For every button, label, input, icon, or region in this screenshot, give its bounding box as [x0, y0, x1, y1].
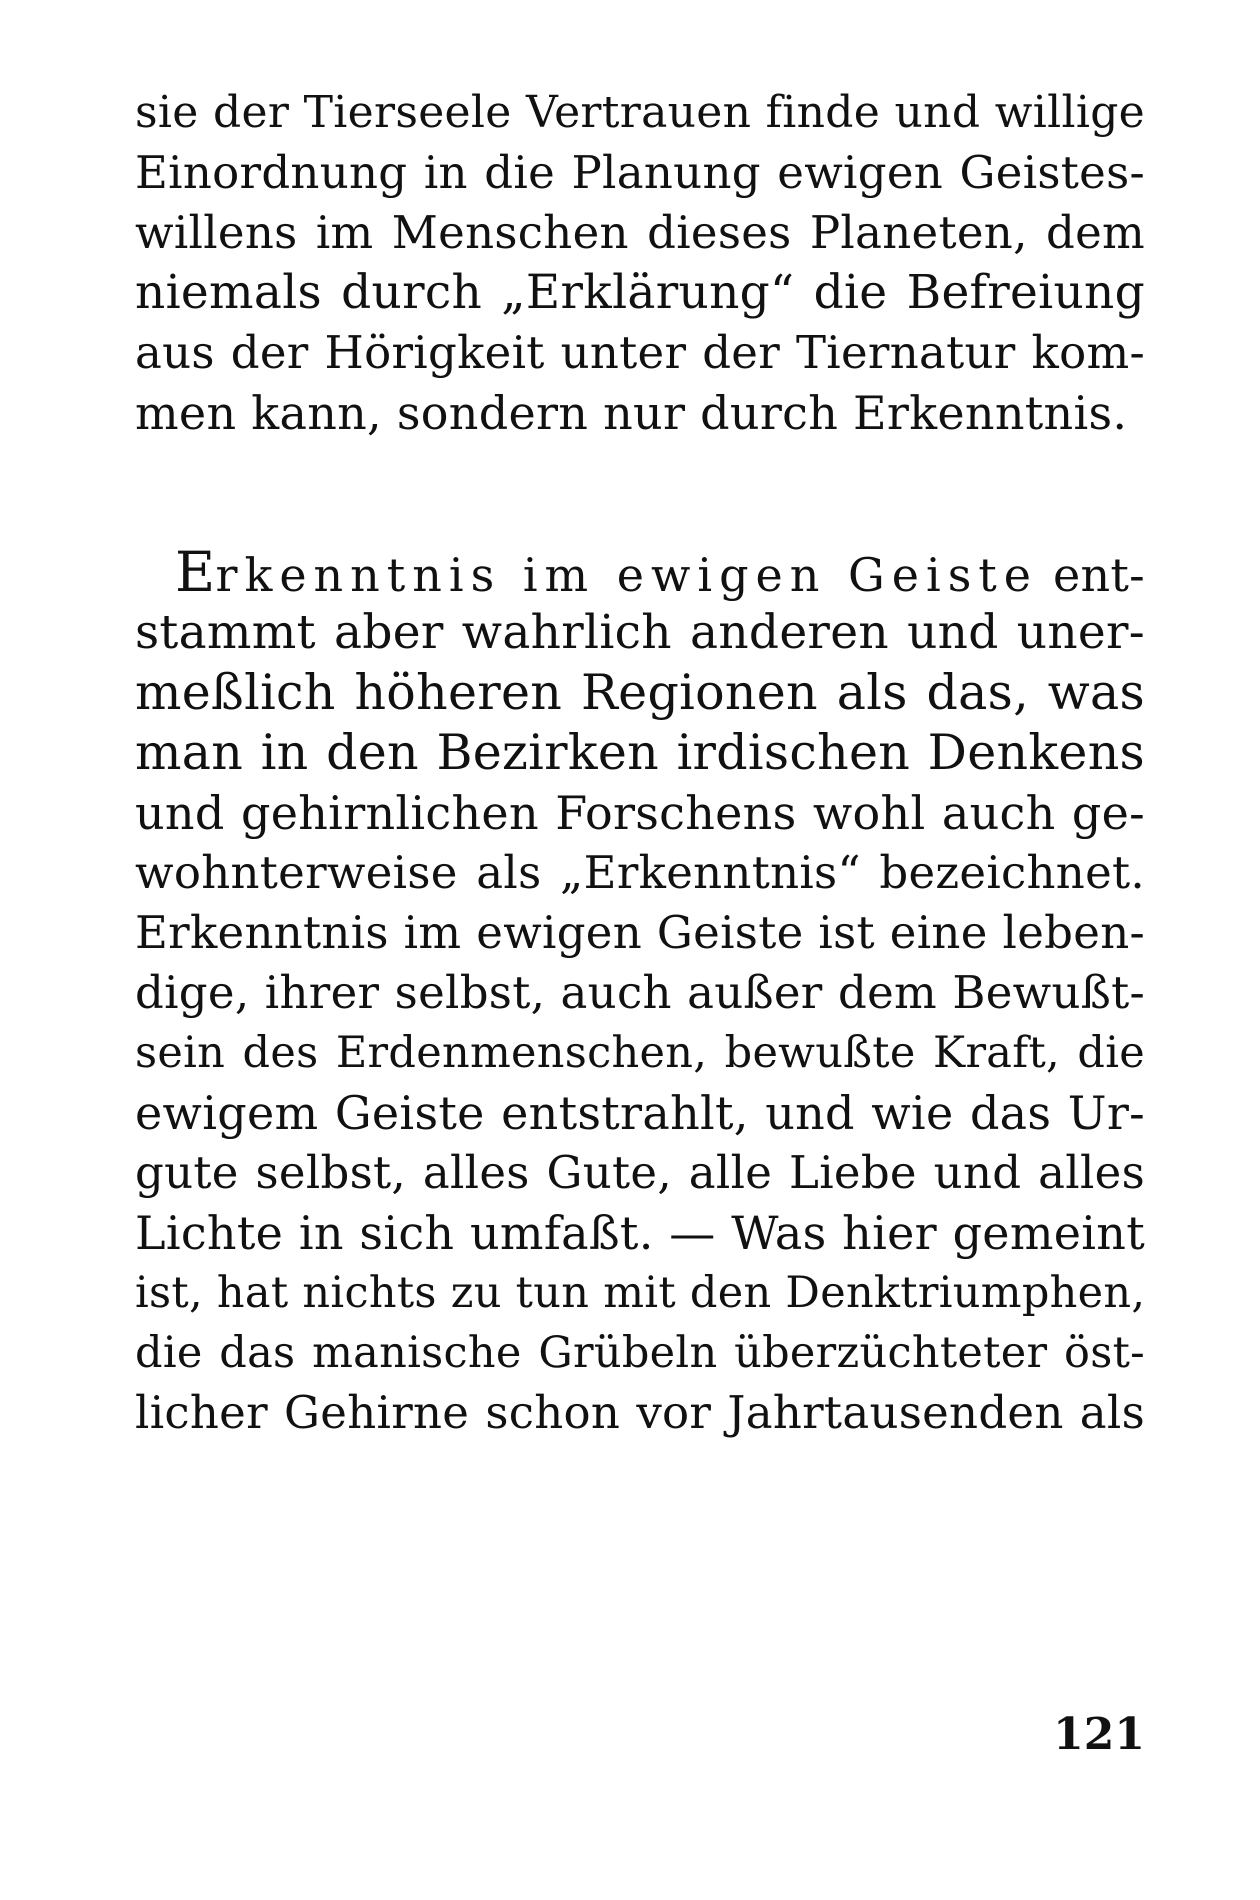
text-line: dige, ihrer selbst, auch außer dem Bewußt- [135, 966, 1145, 1019]
spaced-phrase: rkenntnis im ewigen Geiste [215, 548, 1039, 602]
text-line: meßlich höheren Regionen als das, was [135, 664, 1145, 721]
first-line [175, 537, 1145, 607]
text-line: willens im Menschen dieses Planeten, dem [135, 206, 1145, 259]
text-line: licher Gehirne schon vor Jahrtausenden als [135, 1386, 1145, 1439]
text-line: Erkenntnis im ewigen Geiste ist eine leben- [135, 906, 1145, 959]
text-line: ist, hat nichts zu tun mit den Denktriumphen, [135, 1268, 1146, 1318]
text-line: niemals durch „Erklärung“ die Befreiung [135, 265, 1145, 320]
text-line: sie der Tierseele Vertrauen finde und willige [135, 87, 1145, 138]
text-line: sein des Erdenmenschen, bewußte Kraft, die [135, 1028, 1145, 1078]
text-line: und gehirnlichen Forschens wohl auch ge- [135, 786, 1145, 840]
text-line: men kann, sondern nur durch Erkenntnis. [135, 386, 1128, 440]
text-line: stammt aber wahrlich anderen und uner- [135, 605, 1145, 660]
text-line: die das manische Grübeln überzüchteter öst- [135, 1328, 1145, 1378]
text-line: Lichte in sich umfaßt. — Was hier gemeint [135, 1206, 1145, 1260]
initial-letter: E [175, 540, 216, 604]
text-line: Einordnung in die Planung ewigen Geistes- [135, 146, 1145, 199]
first-line-rest: ent- [1038, 548, 1146, 602]
text-line: wohnterweise als „Erkenntnis“ bezeichnet. [135, 846, 1145, 899]
text-line: gute selbst, alles Gute, alle Liebe und alles [135, 1146, 1145, 1199]
page-number: 121 [1053, 1709, 1145, 1760]
text-line: man in den Bezirken irdischen Denkens [135, 724, 1145, 781]
text-line: aus der Hörigkeit unter der Tiernatur kom- [135, 326, 1145, 379]
text-line: ewigem Geiste entstrahlt, und wie das Ur- [135, 1086, 1145, 1140]
